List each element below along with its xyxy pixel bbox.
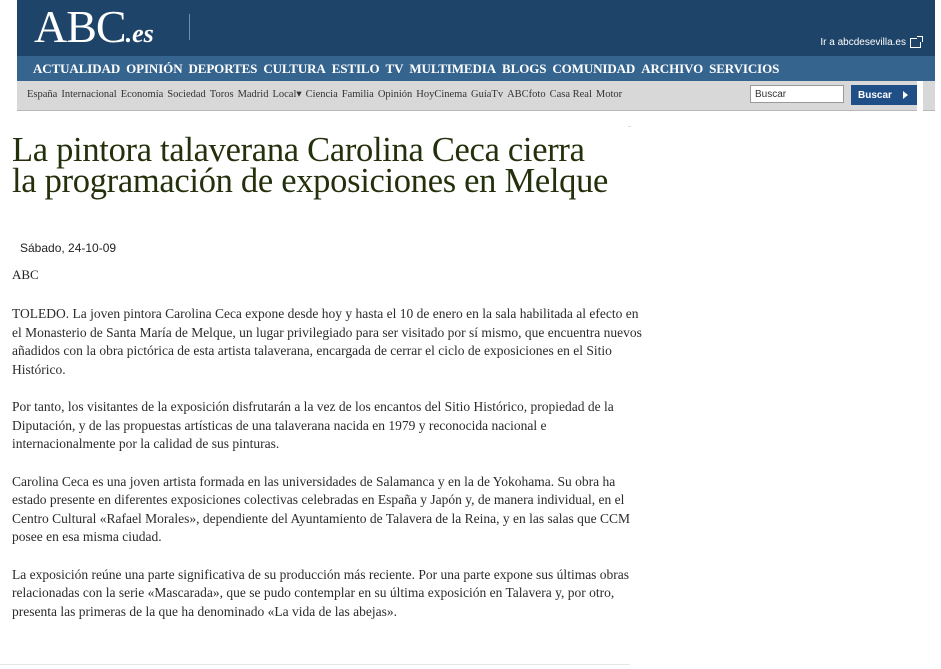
nav-item-servicios[interactable]: SERVICIOS (709, 61, 780, 76)
search-button[interactable] (851, 85, 917, 105)
section-link[interactable]: Toros (209, 89, 234, 100)
external-site-link-label: Ir a abcdesevilla.es (820, 37, 906, 48)
section-link[interactable]: GuíaTv (471, 89, 504, 100)
logo-divider (189, 14, 190, 40)
nav-item-tv[interactable]: TV (385, 61, 404, 76)
divider (0, 664, 630, 665)
main-navigation (17, 56, 935, 81)
divider (628, 126, 631, 127)
play-arrow-icon (903, 91, 908, 99)
section-navigation (17, 81, 935, 111)
article-date: Sábado, 24-10-09 (20, 241, 117, 255)
abc-logo[interactable] (34, 2, 154, 59)
section-link[interactable]: Madrid (237, 89, 269, 100)
nav-item-estilo[interactable]: ESTILO (331, 61, 380, 76)
external-link-icon (910, 38, 921, 48)
nav-item-archivo[interactable]: ARCHIVO (641, 61, 704, 76)
logo-suffix-text: .es (125, 19, 154, 48)
section-link[interactable]: Familia (341, 89, 374, 100)
nav-item-actualidad[interactable]: ACTUALIDAD (33, 61, 121, 76)
section-link[interactable]: HoyCinema (416, 89, 468, 100)
nav-item-cultura[interactable]: CULTURA (263, 61, 326, 76)
article-headline: La pintora talaverana Carolina Ceca cierra la programación de exposiciones en Melque (12, 131, 609, 200)
section-link[interactable]: Internacional (61, 89, 117, 100)
section-link[interactable]: Ciencia (305, 89, 338, 100)
article-paragraph: La exposición reúne una parte significativa de su producción más reciente. Por una parte expone sus últimas obras relacionadas con la serie «Mascarada», que se pudo contemplar en su última exposición en Talavera y, por otro, presenta las primeras de la que ha denominado «La vida de las abejas». (12, 566, 630, 619)
nav-item-comunidad[interactable]: COMUNIDAD (552, 61, 636, 76)
external-site-link[interactable] (820, 37, 921, 48)
article-paragraph: TOLEDO. La joven pintora Carolina Ceca expone desde hoy y hasta el 10 de enero en la sala habilitada al efecto en el Monasterio de Santa María de Melque, un lugar privilegiado para ser visitado por sí mismo, que encuentra nuevos añadidos con la obra pictórica de esta artista talaverana, encargada de cerrar el ciclo de exposiciones en el Sitio Histórico. (12, 306, 642, 377)
section-link[interactable]: ABCfoto (507, 89, 546, 100)
article-body (12, 305, 642, 640)
nav-item-multimedia[interactable]: MULTIMEDIA (409, 61, 497, 76)
nav-item-opini-n[interactable]: OPINIÓN (126, 61, 183, 76)
section-link[interactable]: Sociedad (167, 89, 206, 100)
section-link[interactable]: Casa Real (549, 89, 592, 100)
section-link[interactable]: Local▾ (272, 89, 302, 100)
section-link[interactable]: Opinión (377, 89, 413, 100)
nav-item-blogs[interactable]: BLOGS (502, 61, 547, 76)
section-link[interactable]: España (27, 89, 58, 100)
article-paragraph: Carolina Ceca es una joven artista formada en las universidades de Salamanca y en la de Yokohama. Su obra ha estado presente en diferentes exposiciones colectivas celebradas en España y Japón y, de manera individual, en el Centro Cultural «Rafael Morales», dependiente del Ayuntamiento de Talavera de la Reina, y en las salas que CCM posee en esa misma ciudad. (12, 473, 631, 544)
nav-item-deportes[interactable]: DEPORTES (188, 61, 258, 76)
article-byline: ABC (12, 267, 39, 282)
subnav-edge (917, 81, 923, 111)
section-link[interactable]: Motor (595, 89, 623, 100)
section-link[interactable]: Economía (120, 89, 164, 100)
logo-main-text: ABC (34, 1, 126, 52)
search-input[interactable] (750, 85, 844, 103)
site-header (17, 0, 935, 56)
search-button-label: Buscar (858, 89, 892, 101)
article-paragraph: Por tanto, los visitantes de la exposición disfrutarán a la vez de los encantos del Sitio Histórico, propiedad de la Diputación, y de las propuestas artísticas de una talaverana nacida en 1979 y reconocida nacional e internacionalmente por la calidad de sus pinturas. (12, 399, 614, 451)
